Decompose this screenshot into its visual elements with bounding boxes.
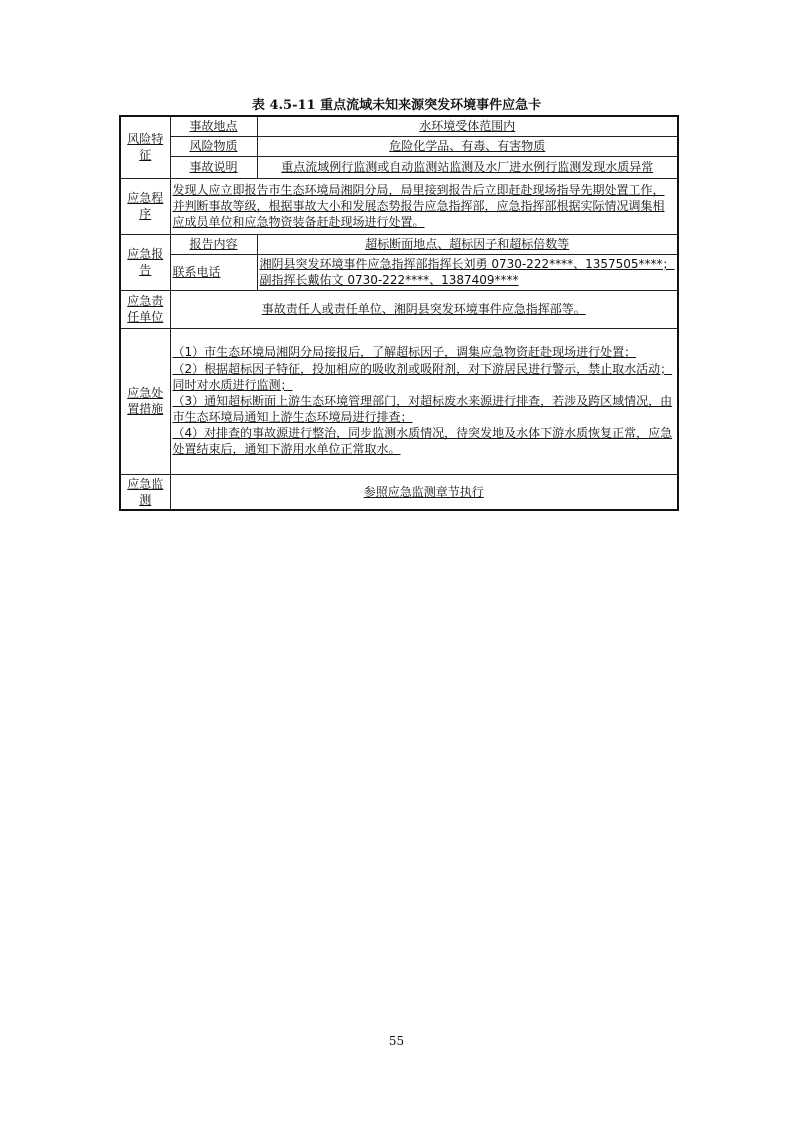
report-phone-line-1: 湘阴县突发环境事件应急指挥部指挥长刘勇 0730-222****、1357505****； [259,256,675,271]
measure-item-1: （1）市生态环境局湘阴分局接报后，了解超标因子，调集应急物资赶赴现场进行处置； [172,345,637,360]
risk-description-label: 事故说明 [170,156,257,178]
risk-substance-value: 危险化学品、有毒、有害物质 [257,136,678,156]
risk-location-label: 事故地点 [170,116,257,136]
risk-substance-label: 风险物质 [170,136,257,156]
monitoring-category-cell: 应急监测 [120,474,170,510]
measure-item-3: （3）通知超标断面上游生态环境管理部门，对超标废水来源进行排查，若涉及跨区域情况，由市生态环境局通知上游生态环境局进行排查； [172,393,673,425]
report-content-value: 超标断面地点、超标因子和超标倍数等 [257,234,678,254]
emergency-card-table [119,115,679,511]
measure-item-2: （2）根据超标因子特征，投加相应的吸收剂或吸附剂，对下游居民进行警示，禁止取水活动；同时对水质进行监测； [172,361,673,392]
procedure-category-cell: 应急程序 [120,178,170,234]
procedure-text: 发现人应立即报告市生态环境局湘阴分局，局里接到报告后立即赶赴现场指导先期处置工作，并判断事故等级，根据事故大小和发展态势报告应急指挥部，应急指挥部根据实际情况调集相应成员单位和应急物资装备赶赴现场进行处置。 [170,178,678,234]
measures-category-cell: 应急处置措施 [120,328,170,474]
monitoring-value: 参照应急监测章节执行 [170,474,678,510]
report-phone-line-2: 副指挥长戴佑文 0730-222****、1387409**** [259,273,519,287]
report-phone-label: 联系电话 [170,254,257,290]
risk-location-value: 水环境受体范围内 [257,116,678,136]
responsible-value: 事故责任人或责任单位、湘阴县突发环境事件应急指挥部等。 [170,290,678,328]
table-caption: 表 4.5-11 重点流域未知来源突发环境事件应急卡 [251,98,542,113]
report-content-label: 报告内容 [170,234,257,254]
page-number: 55 [388,1034,405,1048]
risk-description-value: 重点流域例行监测或自动监测站监测及水厂进水例行监测发现水质异常 [281,160,654,174]
report-category-cell: 应急报告 [120,234,170,290]
risk-category-cell: 风险特征 [120,116,170,178]
responsible-category-cell: 应急责任单位 [120,290,170,328]
measure-item-4: （4）对排查的事故源进行整治，同步监测水质情况，待突发地及水体下游水质恢复正常，应急处置结束后，通知下游用水单位正常取水。 [172,426,673,457]
